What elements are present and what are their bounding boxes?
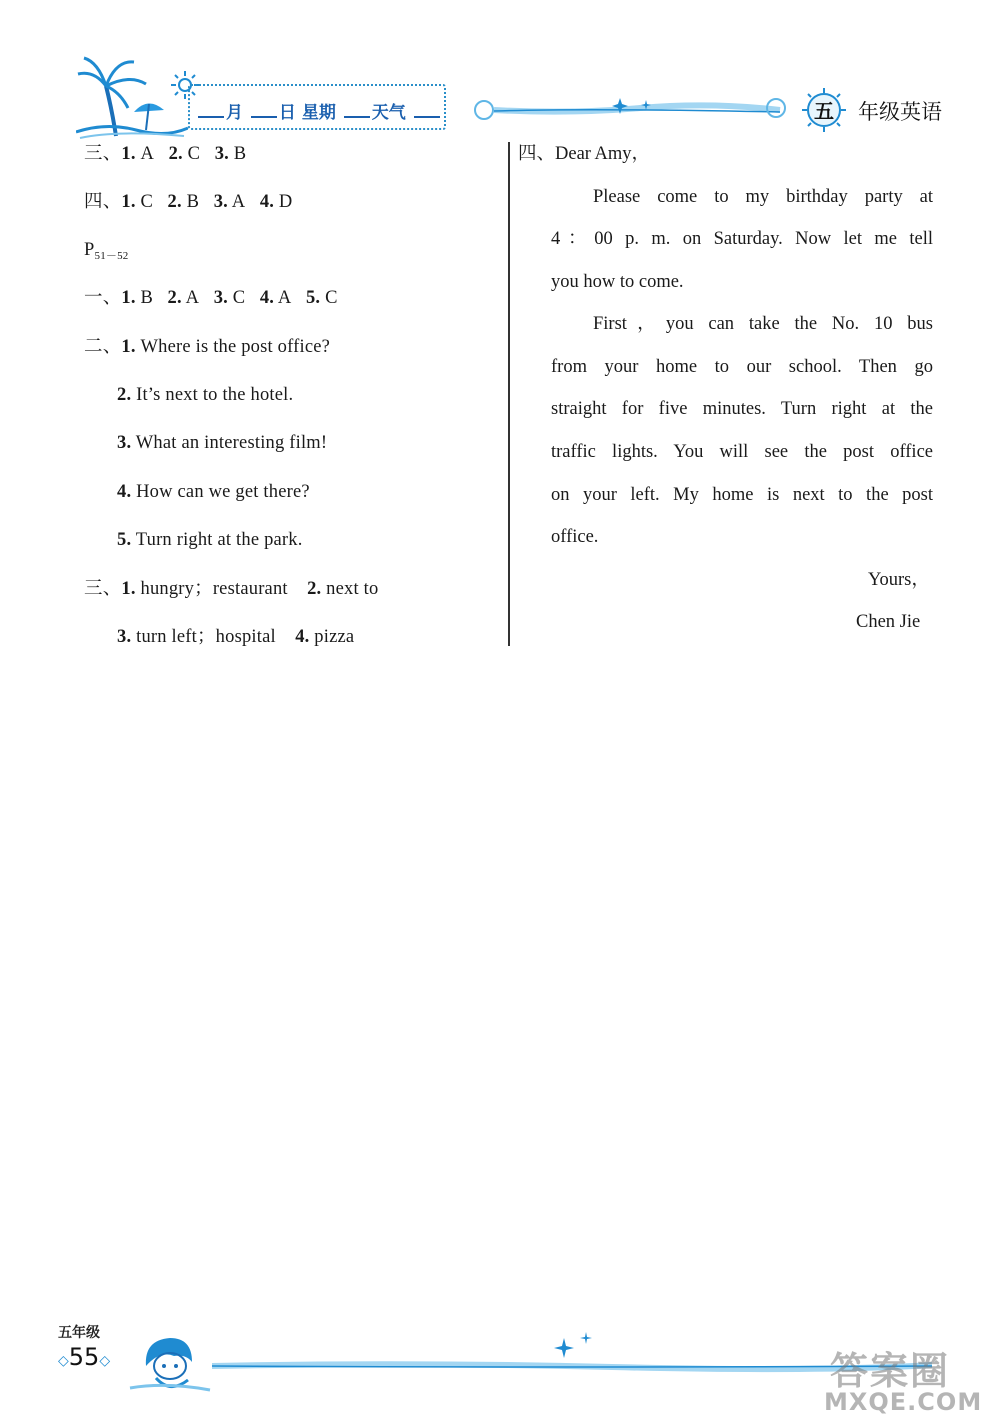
page-number: ◇55◇	[58, 1343, 111, 1371]
header-decorative-line	[470, 96, 800, 122]
letter-line-4: First，you can take the No. 10 bus	[593, 314, 933, 334]
letter-closing: Yours，	[868, 570, 930, 590]
section-1-answers: 一、1. B 2. A 3. C 4. A 5. C	[84, 288, 338, 308]
sparkle-icon	[548, 1330, 604, 1364]
day-label: 日	[278, 103, 296, 123]
section-3-row-1: 三、1. hungry；restaurant 2. next to	[84, 579, 379, 599]
letter-line-5: from your home to our school. Then go	[551, 357, 933, 377]
section-3-row-2: 3. turn left；hospital 4. pizza	[117, 627, 355, 647]
letter-signature: Chen Jie	[856, 612, 921, 632]
answer-row-4: 四、1. C 2. B 3. A 4. D	[84, 192, 293, 212]
section-2-line-5: 5. Turn right at the park.	[117, 530, 303, 550]
letter-greeting: 四、Dear Amy，	[518, 144, 651, 164]
section-2-line-1: 二、1. Where is the post office?	[84, 337, 331, 357]
subject-title: 年级英语	[858, 100, 942, 124]
girl-illustration	[126, 1332, 212, 1394]
letter-line-3: you how to come.	[551, 272, 684, 292]
section-2-line-3: 3. What an interesting film!	[117, 433, 328, 453]
diamond-icon: ◇	[99, 1353, 111, 1369]
watermark-url: MXQE.COM	[824, 1388, 983, 1416]
weekday-label: 星期	[301, 103, 336, 123]
section-2-line-4: 4. How can we get there?	[117, 482, 310, 502]
watermark	[810, 1336, 1000, 1423]
month-label: 月	[226, 103, 243, 123]
page-reference: $P_{51-52}$	[84, 240, 129, 262]
letter-line-7: traffic lights. You will see the post office	[551, 442, 933, 462]
letter-line-6: straight for five minutes. Turn right at the	[551, 399, 933, 419]
letter-line-8: on your left. My home is next to the post	[551, 485, 933, 505]
answer-row-3: 三、1. A 2. C 3. B	[84, 144, 247, 164]
letter-line-9: office.	[551, 527, 599, 547]
footer-grade-label: 五年级	[58, 1325, 100, 1341]
date-weather-fields	[196, 98, 442, 123]
grade-badge-text: 五	[814, 99, 834, 123]
grade-badge-icon	[800, 88, 848, 132]
weather-label: 天气	[371, 103, 406, 123]
watermark-cn: 答案圈	[830, 1349, 951, 1393]
diamond-icon: ◇	[58, 1353, 69, 1369]
letter-line-1: Please come to my birthday party at	[593, 187, 933, 207]
section-2-line-2: 2. It’s next to the hotel.	[117, 385, 294, 405]
letter-line-2: 4：00 p. m. on Saturday. Now let me tell	[551, 229, 933, 249]
column-divider	[508, 142, 510, 646]
